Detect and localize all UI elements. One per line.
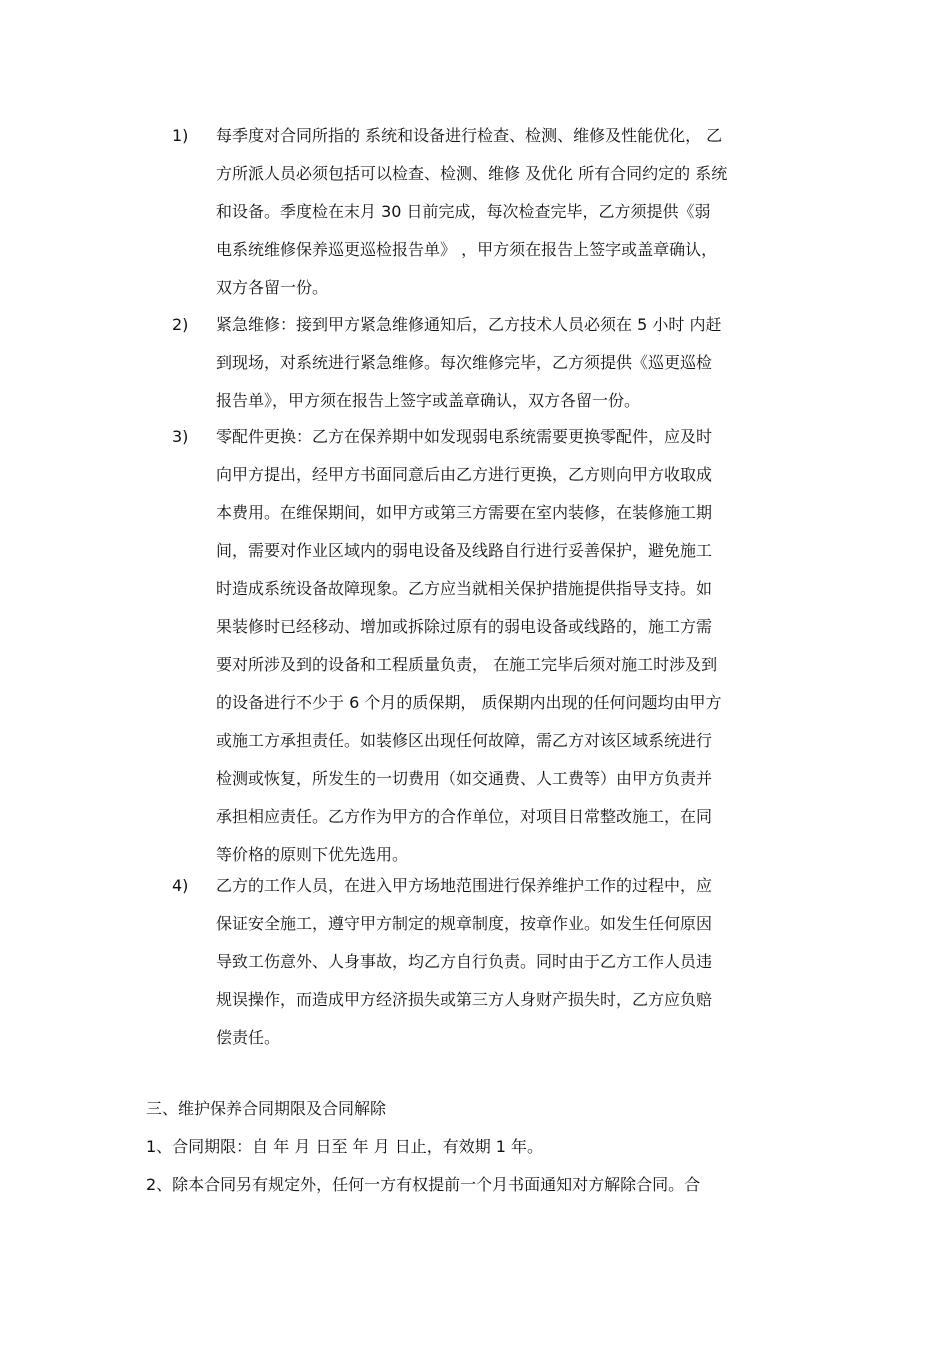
paragraph-line: 每季度对合同所指的 系统和设备进行检查、检测、维修及性能优化， 乙 <box>216 126 723 145</box>
paragraph-line: 向甲方提出，经甲方书面同意后由乙方进行更换，乙方则向甲方收取成 <box>216 465 713 484</box>
contract-termination-line: 2、除本合同另有规定外，任何一方有权提前一个月书面通知对方解除合同。合 <box>146 1175 701 1194</box>
list-item-number: 2) <box>172 315 189 334</box>
list-item-number: 4) <box>172 876 189 895</box>
paragraph-line: 电系统维修保养巡更巡检报告单》 ，甲方须在报告上签字或盖章确认， <box>216 240 718 259</box>
paragraph-line: 的设备进行不少于 6 个月的质保期， 质保期内出现的任何问题均由甲方 <box>216 693 722 712</box>
paragraph-line: 等价格的原则下优先选用。 <box>216 845 409 864</box>
paragraph-line: 间，需要对作业区域内的弱电设备及线路自行进行妥善保护，避免施工 <box>216 541 713 560</box>
paragraph-line: 承担相应责任。乙方作为甲方的合作单位，对项目日常整改施工，在同 <box>216 807 713 826</box>
section-heading: 三、维护保养合同期限及合同解除 <box>146 1099 387 1118</box>
paragraph-line: 本费用。在维保期间，如甲方或第三方需要在室内装修，在装修施工期 <box>216 503 713 522</box>
paragraph-line: 导致工伤意外、人身事故，均乙方自行负责。同时由于乙方工作人员违 <box>216 952 713 971</box>
paragraph-line: 和设备。季度检在末月 30 日前完成，每次检查完毕，乙方须提供《弱 <box>216 202 711 221</box>
paragraph-line: 偿责任。 <box>216 1028 281 1047</box>
paragraph-line: 双方各留一份。 <box>216 278 329 297</box>
list-item-number: 3) <box>172 427 189 446</box>
paragraph-line: 保证安全施工，遵守甲方制定的规章制度，按章作业。如发生任何原因 <box>216 914 713 933</box>
paragraph-line: 要对所涉及到的设备和工程质量负责， 在施工完毕后须对施工时涉及到 <box>216 655 718 674</box>
contract-term-line: 1、合同期限：自 年 月 日至 年 月 日止，有效期 1 年。 <box>146 1137 544 1156</box>
paragraph-line: 到现场，对系统进行紧急维修。每次维修完毕，乙方须提供《巡更巡检 <box>216 353 713 372</box>
paragraph-line: 时造成系统设备故障现象。乙方应当就相关保护措施提供指导支持。如 <box>216 579 713 598</box>
paragraph-line: 或施工方承担责任。如装修区出现任何故障，需乙方对该区域系统进行 <box>216 731 713 750</box>
paragraph-line: 果装修时已经移动、增加或拆除过原有的弱电设备或线路的，施工方需 <box>216 617 713 636</box>
paragraph-line: 紧急维修：接到甲方紧急维修通知后，乙方技术人员必须在 5 小时 内赶 <box>216 315 722 334</box>
paragraph-line: 报告单》，甲方须在报告上签字或盖章确认，双方各留一份。 <box>216 391 641 410</box>
paragraph-line: 零配件更换：乙方在保养期中如发现弱电系统需要更换零配件，应及时 <box>216 427 713 446</box>
paragraph-line: 规误操作，而造成甲方经济损失或第三方人身财产损失时，乙方应负赔 <box>216 990 713 1009</box>
paragraph-line: 方所派人员必须包括可以检查、检测、维修 及优化 所有合同约定的 系统 <box>216 164 728 183</box>
paragraph-line: 乙方的工作人员，在进入甲方场地范围进行保养维护工作的过程中，应 <box>216 876 713 895</box>
list-item-number: 1) <box>172 126 189 145</box>
paragraph-line: 检测或恢复，所发生的一切费用（如交通费、人工费等）由甲方负责并 <box>216 769 713 788</box>
